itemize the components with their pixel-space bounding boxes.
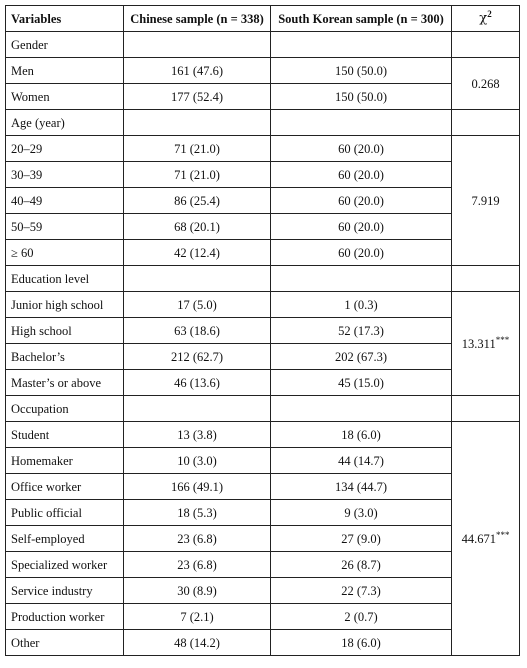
table-row	[6, 292, 520, 318]
table-row	[6, 58, 520, 84]
empty-cell	[124, 110, 271, 136]
chi-exponent: 2	[487, 8, 492, 19]
group-row	[6, 110, 520, 136]
korean-value-cell: 44 (14.7)	[271, 448, 452, 474]
empty-cell	[271, 266, 452, 292]
header-chinese-sample: Chinese sample (n = 338)	[124, 6, 271, 32]
empty-cell	[124, 396, 271, 422]
chi-square-value: 7.919	[471, 193, 500, 208]
group-row	[6, 266, 520, 292]
table-row	[6, 630, 520, 656]
variable-cell: Office worker	[6, 474, 124, 500]
korean-value-cell: 2 (0.7)	[271, 604, 452, 630]
korean-value-cell: 60 (20.0)	[271, 214, 452, 240]
chinese-value-cell: 7 (2.1)	[124, 604, 271, 630]
chinese-value-cell: 17 (5.0)	[124, 292, 271, 318]
table-row	[6, 188, 520, 214]
variable-cell: High school	[6, 318, 124, 344]
table-row	[6, 344, 520, 370]
variable-cell: Junior high school	[6, 292, 124, 318]
chinese-value-cell: 161 (47.6)	[124, 58, 271, 84]
table-row	[6, 240, 520, 266]
korean-value-cell: 27 (9.0)	[271, 526, 452, 552]
header-row	[6, 6, 520, 32]
korean-value-cell: 150 (50.0)	[271, 58, 452, 84]
korean-value-cell: 202 (67.3)	[271, 344, 452, 370]
variable-cell: Self-employed	[6, 526, 124, 552]
chinese-value-cell: 13 (3.8)	[124, 422, 271, 448]
chi-square-cell	[452, 292, 520, 396]
chinese-value-cell: 212 (62.7)	[124, 344, 271, 370]
variable-cell: 50–59	[6, 214, 124, 240]
korean-value-cell: 60 (20.0)	[271, 188, 452, 214]
table-row	[6, 318, 520, 344]
header-variables: Variables	[6, 6, 124, 32]
korean-value-cell: 60 (20.0)	[271, 136, 452, 162]
korean-value-cell: 52 (17.3)	[271, 318, 452, 344]
chinese-value-cell: 86 (25.4)	[124, 188, 271, 214]
chi-square-value: 0.268	[471, 76, 500, 91]
group-label: Age (year)	[6, 110, 124, 136]
korean-value-cell: 26 (8.7)	[271, 552, 452, 578]
variable-cell: Service industry	[6, 578, 124, 604]
table-row	[6, 474, 520, 500]
empty-cell	[452, 32, 520, 58]
korean-value-cell: 134 (44.7)	[271, 474, 452, 500]
header-chi-square	[452, 6, 520, 32]
empty-cell	[271, 396, 452, 422]
variable-cell: Bachelor’s	[6, 344, 124, 370]
chi-symbol: χ	[479, 11, 488, 26]
korean-value-cell: 60 (20.0)	[271, 162, 452, 188]
variable-cell: Public official	[6, 500, 124, 526]
korean-value-cell: 150 (50.0)	[271, 84, 452, 110]
demographics-table	[5, 5, 520, 656]
table-row	[6, 162, 520, 188]
variable-cell: 20–29	[6, 136, 124, 162]
group-label: Education level	[6, 266, 124, 292]
chinese-value-cell: 166 (49.1)	[124, 474, 271, 500]
variable-cell: Master’s or above	[6, 370, 124, 396]
chi-square-cell	[452, 136, 520, 266]
chinese-value-cell: 63 (18.6)	[124, 318, 271, 344]
variable-cell: Homemaker	[6, 448, 124, 474]
korean-value-cell: 45 (15.0)	[271, 370, 452, 396]
chi-square-value: 13.311	[461, 336, 496, 351]
empty-cell	[271, 110, 452, 136]
variable-cell: Women	[6, 84, 124, 110]
group-row	[6, 396, 520, 422]
korean-value-cell: 1 (0.3)	[271, 292, 452, 318]
korean-value-cell: 9 (3.0)	[271, 500, 452, 526]
chinese-value-cell: 10 (3.0)	[124, 448, 271, 474]
empty-cell	[124, 32, 271, 58]
empty-cell	[124, 266, 271, 292]
table-row	[6, 552, 520, 578]
chinese-value-cell: 48 (14.2)	[124, 630, 271, 656]
variable-cell: Men	[6, 58, 124, 84]
table-row	[6, 578, 520, 604]
variable-cell: Other	[6, 630, 124, 656]
korean-value-cell: 22 (7.3)	[271, 578, 452, 604]
variable-cell: 30–39	[6, 162, 124, 188]
group-label: Gender	[6, 32, 124, 58]
chinese-value-cell: 42 (12.4)	[124, 240, 271, 266]
chinese-value-cell: 30 (8.9)	[124, 578, 271, 604]
chinese-value-cell: 71 (21.0)	[124, 136, 271, 162]
chinese-value-cell: 23 (6.8)	[124, 552, 271, 578]
table-row	[6, 422, 520, 448]
table-row	[6, 500, 520, 526]
variable-cell: ≥ 60	[6, 240, 124, 266]
chi-square-cell	[452, 58, 520, 110]
variable-cell: Student	[6, 422, 124, 448]
chinese-value-cell: 68 (20.1)	[124, 214, 271, 240]
table-row	[6, 370, 520, 396]
significance-marker: ***	[495, 334, 510, 345]
table-body	[6, 32, 520, 656]
empty-cell	[271, 32, 452, 58]
table-row	[6, 136, 520, 162]
empty-cell	[452, 266, 520, 292]
korean-value-cell: 60 (20.0)	[271, 240, 452, 266]
table-row	[6, 604, 520, 630]
table-row	[6, 84, 520, 110]
table-row	[6, 526, 520, 552]
significance-marker: ***	[495, 529, 510, 540]
variable-cell: 40–49	[6, 188, 124, 214]
table-row	[6, 214, 520, 240]
group-row	[6, 32, 520, 58]
empty-cell	[452, 110, 520, 136]
header-korean-sample: South Korean sample (n = 300)	[271, 6, 452, 32]
chinese-value-cell: 71 (21.0)	[124, 162, 271, 188]
empty-cell	[452, 396, 520, 422]
chi-square-value: 44.671	[461, 531, 496, 546]
chinese-value-cell: 46 (13.6)	[124, 370, 271, 396]
chi-square-cell	[452, 422, 520, 656]
variable-cell: Specialized worker	[6, 552, 124, 578]
chinese-value-cell: 18 (5.3)	[124, 500, 271, 526]
chinese-value-cell: 23 (6.8)	[124, 526, 271, 552]
group-label: Occupation	[6, 396, 124, 422]
korean-value-cell: 18 (6.0)	[271, 630, 452, 656]
korean-value-cell: 18 (6.0)	[271, 422, 452, 448]
chinese-value-cell: 177 (52.4)	[124, 84, 271, 110]
table-row	[6, 448, 520, 474]
variable-cell: Production worker	[6, 604, 124, 630]
